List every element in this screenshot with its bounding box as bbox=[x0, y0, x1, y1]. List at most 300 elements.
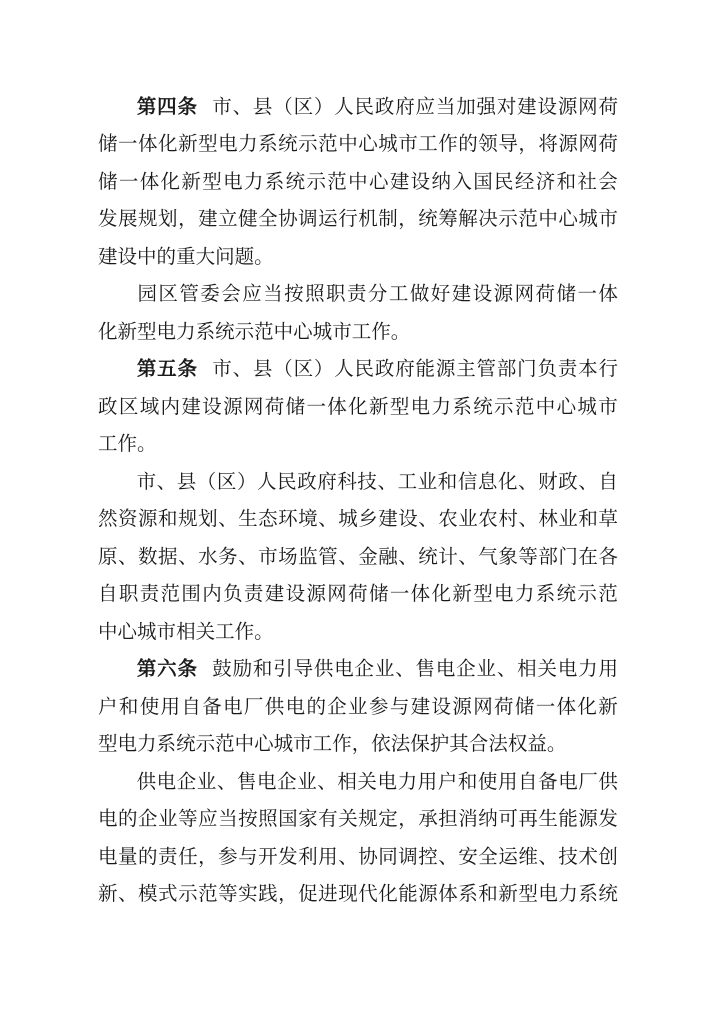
char: 市 bbox=[258, 545, 278, 568]
char: 型 bbox=[202, 170, 222, 193]
char: 作 bbox=[234, 620, 255, 643]
char: 系 bbox=[452, 395, 472, 418]
char: 责 bbox=[243, 583, 264, 606]
char: 建 bbox=[98, 245, 118, 268]
char: 负 bbox=[537, 358, 558, 381]
char: 、 bbox=[418, 508, 438, 531]
char: 的 bbox=[306, 695, 326, 718]
char: 新 bbox=[452, 583, 472, 606]
char: 境 bbox=[298, 508, 318, 531]
char: 益 bbox=[527, 733, 547, 756]
char: 源 bbox=[578, 808, 598, 831]
char: 建 bbox=[517, 95, 537, 118]
char: 会 bbox=[598, 170, 618, 193]
char: 五 bbox=[157, 358, 177, 381]
char: 大 bbox=[195, 245, 216, 268]
char: 和 bbox=[556, 170, 577, 193]
char: 鼓 bbox=[212, 658, 232, 681]
char: 护 bbox=[429, 733, 450, 756]
char: 源 bbox=[493, 283, 514, 306]
char: 入 bbox=[452, 170, 472, 193]
char: 化 bbox=[378, 883, 398, 906]
char: 、 bbox=[317, 770, 337, 793]
char: 职 bbox=[118, 583, 139, 606]
char: 融 bbox=[378, 545, 398, 568]
char: 工 bbox=[98, 433, 118, 456]
char: 统 bbox=[598, 883, 618, 906]
char: 网 bbox=[243, 395, 264, 418]
char: 立 bbox=[218, 208, 238, 231]
char: 新 bbox=[498, 883, 518, 906]
char: 一 bbox=[118, 170, 139, 193]
char: 践 bbox=[258, 883, 278, 906]
char: 工 bbox=[351, 320, 372, 343]
char: 源 bbox=[557, 95, 578, 118]
char: 做 bbox=[409, 283, 430, 306]
char: 储 bbox=[514, 695, 535, 718]
char: 内 bbox=[202, 583, 222, 606]
char: 业 bbox=[476, 658, 497, 681]
char: 电 bbox=[156, 770, 177, 793]
char: 荷 bbox=[348, 583, 368, 606]
char: 供 bbox=[313, 658, 334, 681]
char: 城 bbox=[578, 208, 598, 231]
char: 相 bbox=[517, 658, 537, 681]
char: 化 bbox=[431, 583, 452, 606]
char: 关 bbox=[338, 808, 358, 831]
char: 农 bbox=[438, 508, 458, 531]
char: 区 bbox=[293, 358, 314, 381]
char: 民 bbox=[494, 170, 514, 193]
char: 电 bbox=[223, 695, 243, 718]
char: 相 bbox=[176, 620, 196, 643]
char: 实 bbox=[238, 883, 258, 906]
char: 府 bbox=[395, 95, 415, 118]
char: 体 bbox=[556, 695, 577, 718]
char: 设 bbox=[398, 508, 418, 531]
char: 能 bbox=[415, 358, 436, 381]
text-line bbox=[98, 199, 618, 237]
char: 新 bbox=[598, 695, 618, 718]
char: 水 bbox=[198, 545, 218, 568]
char: 导 bbox=[498, 133, 518, 156]
char: ， bbox=[398, 208, 418, 231]
char: 、 bbox=[118, 545, 138, 568]
char: 供 bbox=[136, 770, 157, 793]
char: 。 bbox=[254, 245, 274, 268]
text-line bbox=[98, 649, 618, 687]
char: 本 bbox=[578, 358, 598, 381]
char: 工 bbox=[418, 133, 438, 156]
char: 题 bbox=[234, 245, 255, 268]
char: 村 bbox=[498, 508, 518, 531]
char: 控 bbox=[418, 845, 438, 868]
char: 源 bbox=[558, 133, 578, 156]
char: 电 bbox=[223, 170, 243, 193]
char: 新 bbox=[178, 133, 198, 156]
char: 企 bbox=[327, 695, 347, 718]
char: 协 bbox=[358, 845, 378, 868]
text-line bbox=[98, 161, 618, 199]
char: 和 bbox=[118, 695, 139, 718]
char: 中 bbox=[535, 395, 556, 418]
char: 应 bbox=[415, 95, 436, 118]
char: 维 bbox=[518, 845, 538, 868]
text-line bbox=[98, 499, 618, 537]
char: 能 bbox=[398, 883, 418, 906]
char: 型 bbox=[137, 320, 157, 343]
paragraph-article-6 bbox=[98, 649, 618, 762]
char: 统 bbox=[418, 208, 438, 231]
char: 职 bbox=[326, 283, 346, 306]
char: 强 bbox=[476, 95, 497, 118]
char: 、 bbox=[518, 470, 538, 493]
char: 中 bbox=[137, 245, 157, 268]
char: 荷 bbox=[598, 95, 618, 118]
char: 、 bbox=[318, 508, 338, 531]
char: 纳 bbox=[478, 808, 498, 831]
char: 行 bbox=[338, 208, 358, 231]
char: 范 bbox=[598, 583, 618, 606]
char: 统 bbox=[176, 733, 196, 756]
char: 和 bbox=[437, 470, 458, 493]
char: 系 bbox=[258, 133, 278, 156]
char: 心 bbox=[358, 133, 378, 156]
char: 和 bbox=[158, 508, 178, 531]
char: 合 bbox=[468, 733, 489, 756]
char: 人 bbox=[257, 470, 277, 493]
char: 运 bbox=[318, 208, 338, 231]
char: 人 bbox=[334, 95, 354, 118]
char: 力 bbox=[558, 883, 578, 906]
char: 示 bbox=[577, 583, 597, 606]
char: 化 bbox=[497, 470, 518, 493]
char: 好 bbox=[430, 283, 451, 306]
char: 关 bbox=[357, 770, 377, 793]
char: 市 bbox=[293, 733, 313, 756]
char: 同 bbox=[378, 845, 398, 868]
char: （ bbox=[196, 470, 217, 493]
char: 责 bbox=[158, 845, 178, 868]
char: 农 bbox=[478, 508, 498, 531]
char: 源 bbox=[418, 883, 438, 906]
char: 系 bbox=[458, 883, 478, 906]
char: 规 bbox=[358, 808, 378, 831]
char: ， bbox=[198, 845, 218, 868]
char: 电 bbox=[285, 695, 306, 718]
char: 电 bbox=[334, 658, 354, 681]
char: 、 bbox=[438, 845, 458, 868]
char: 电 bbox=[410, 395, 431, 418]
char: 规 bbox=[178, 508, 198, 531]
char: 系 bbox=[535, 583, 556, 606]
char: 问 bbox=[215, 245, 235, 268]
char: 城 bbox=[577, 395, 597, 418]
char: 化 bbox=[577, 695, 597, 718]
char: 式 bbox=[158, 883, 178, 906]
char: 调 bbox=[398, 845, 418, 868]
char: 照 bbox=[258, 808, 278, 831]
char: 储 bbox=[98, 133, 118, 156]
char: ， bbox=[351, 733, 372, 756]
char: 将 bbox=[538, 133, 558, 156]
char: 统 bbox=[473, 395, 493, 418]
char: 其 bbox=[449, 733, 469, 756]
char: 科 bbox=[337, 470, 357, 493]
char: 建 bbox=[451, 283, 472, 306]
char: 一 bbox=[118, 133, 138, 156]
char: 化 bbox=[98, 320, 118, 343]
char: 电 bbox=[218, 133, 238, 156]
char: 企 bbox=[456, 658, 476, 681]
char: 金 bbox=[358, 545, 378, 568]
char: 有 bbox=[318, 808, 338, 831]
text-line bbox=[98, 836, 618, 874]
char: 型 bbox=[473, 583, 493, 606]
char: 模 bbox=[138, 883, 158, 906]
char: 人 bbox=[334, 358, 354, 381]
char: 对 bbox=[496, 95, 517, 118]
char: 政 bbox=[98, 395, 118, 418]
char: 协 bbox=[278, 208, 298, 231]
char: 城 bbox=[338, 508, 358, 531]
char: 和 bbox=[578, 508, 598, 531]
char: 示 bbox=[234, 320, 255, 343]
char: 领 bbox=[478, 133, 498, 156]
char: 新 bbox=[98, 883, 118, 906]
char: 按 bbox=[284, 283, 304, 306]
char: 、 bbox=[156, 470, 177, 493]
char: 业 bbox=[417, 470, 438, 493]
char: 引 bbox=[273, 658, 293, 681]
char: 机 bbox=[358, 208, 378, 231]
char: 示 bbox=[306, 170, 326, 193]
char: 区 bbox=[118, 395, 139, 418]
char: 系 bbox=[264, 170, 285, 193]
char: 建 bbox=[410, 695, 431, 718]
char: 和 bbox=[478, 883, 498, 906]
text-line bbox=[98, 874, 618, 912]
char: 、 bbox=[232, 95, 253, 118]
char: ， bbox=[398, 808, 418, 831]
char: 草 bbox=[598, 508, 618, 531]
char: 导 bbox=[293, 658, 314, 681]
char: 企 bbox=[176, 770, 197, 793]
char: 力 bbox=[397, 770, 418, 793]
char: 示 bbox=[195, 733, 216, 756]
char: 中 bbox=[348, 170, 368, 193]
char: 。 bbox=[390, 320, 411, 343]
char: 条 bbox=[177, 95, 197, 118]
char: 政 bbox=[374, 358, 395, 381]
char: 源 bbox=[306, 583, 326, 606]
char: 荷 bbox=[264, 395, 285, 418]
char: 、 bbox=[216, 770, 237, 793]
char: 建 bbox=[264, 583, 285, 606]
char: 自 bbox=[598, 470, 618, 493]
char: 开 bbox=[258, 845, 278, 868]
char: 示 bbox=[494, 395, 514, 418]
char: 区 bbox=[216, 470, 237, 493]
char: 储 bbox=[98, 170, 118, 193]
char: 设 bbox=[202, 395, 222, 418]
text-line bbox=[98, 311, 618, 349]
char: 中 bbox=[538, 208, 558, 231]
char: 参 bbox=[368, 695, 389, 718]
char: 四 bbox=[157, 95, 177, 118]
char: 创 bbox=[598, 845, 618, 868]
char: 网 bbox=[473, 695, 493, 718]
char: 安 bbox=[458, 845, 478, 868]
char: 政 bbox=[297, 470, 317, 493]
char: 一 bbox=[306, 395, 326, 418]
char: 与 bbox=[389, 695, 410, 718]
char: 解 bbox=[458, 208, 478, 231]
char: 市 bbox=[332, 320, 352, 343]
char: 府 bbox=[317, 470, 337, 493]
char: 户 bbox=[98, 695, 118, 718]
char: 、 bbox=[458, 545, 478, 568]
char: 作 bbox=[371, 320, 391, 343]
char: 电 bbox=[377, 770, 398, 793]
char: 力 bbox=[431, 395, 452, 418]
char: 用 bbox=[318, 845, 338, 868]
char: 、 bbox=[178, 545, 198, 568]
char: 经 bbox=[514, 170, 535, 193]
char: 、 bbox=[238, 545, 258, 568]
char: 企 bbox=[354, 658, 375, 681]
char: 担 bbox=[438, 808, 458, 831]
char: 计 bbox=[438, 545, 458, 568]
char: 县 bbox=[252, 358, 273, 381]
char: 化 bbox=[158, 133, 178, 156]
char: 使 bbox=[139, 695, 160, 718]
char: 体 bbox=[598, 283, 618, 306]
char: 和 bbox=[252, 658, 273, 681]
char: 、 bbox=[538, 845, 558, 868]
char: 济 bbox=[535, 170, 556, 193]
char: 筹 bbox=[438, 208, 458, 231]
char: 设 bbox=[285, 583, 306, 606]
char: 民 bbox=[277, 470, 297, 493]
text-line bbox=[98, 424, 618, 462]
char: 供 bbox=[598, 770, 618, 793]
char: 心 bbox=[254, 733, 274, 756]
char: 售 bbox=[236, 770, 257, 793]
char: 厂 bbox=[243, 695, 264, 718]
char: 网 bbox=[578, 95, 598, 118]
char: 力 bbox=[514, 583, 535, 606]
char: 的 bbox=[118, 808, 138, 831]
char: 参 bbox=[218, 845, 238, 868]
text-line bbox=[98, 574, 618, 612]
paragraph-article-6-para-2 bbox=[98, 761, 618, 911]
char: 电 bbox=[257, 770, 277, 793]
char: 市 bbox=[212, 95, 232, 118]
char: 促 bbox=[298, 883, 318, 906]
char: 网 bbox=[327, 583, 347, 606]
char: 建 bbox=[378, 508, 398, 531]
char: 纳 bbox=[431, 170, 452, 193]
char: 企 bbox=[138, 808, 158, 831]
char: 售 bbox=[415, 658, 436, 681]
char: 法 bbox=[488, 733, 508, 756]
char: 体 bbox=[410, 583, 431, 606]
char: 域 bbox=[139, 395, 160, 418]
char: 在 bbox=[578, 545, 598, 568]
char: 展 bbox=[118, 208, 138, 231]
char: 备 bbox=[202, 695, 222, 718]
char: 业 bbox=[348, 695, 368, 718]
text-line bbox=[98, 611, 618, 649]
char: 据 bbox=[158, 545, 178, 568]
char: 业 bbox=[196, 770, 217, 793]
char: 区 bbox=[158, 283, 178, 306]
char: 储 bbox=[556, 283, 577, 306]
char: 信 bbox=[457, 470, 478, 493]
char: 业 bbox=[374, 658, 395, 681]
char: 示 bbox=[298, 133, 318, 156]
char: 象 bbox=[498, 545, 518, 568]
char: 电 bbox=[435, 658, 456, 681]
char: 民 bbox=[354, 358, 375, 381]
char: 现 bbox=[338, 883, 358, 906]
char: 市 bbox=[156, 620, 177, 643]
char: 发 bbox=[98, 208, 118, 231]
char: 第 bbox=[136, 95, 157, 118]
char: ） bbox=[236, 470, 257, 493]
char: 承 bbox=[418, 808, 438, 831]
char: 业 bbox=[458, 508, 478, 531]
document-body bbox=[98, 86, 618, 911]
char: 务 bbox=[218, 545, 238, 568]
char: （ bbox=[273, 358, 293, 381]
char: 源 bbox=[435, 358, 456, 381]
text-line bbox=[98, 799, 618, 837]
char: 业 bbox=[158, 808, 178, 831]
char: 责 bbox=[139, 583, 160, 606]
char: 电 bbox=[156, 320, 177, 343]
char: 法 bbox=[390, 733, 411, 756]
char: 体 bbox=[327, 395, 347, 418]
char: 范 bbox=[318, 133, 338, 156]
char: 中 bbox=[273, 320, 294, 343]
text-line bbox=[98, 461, 618, 499]
char: 工 bbox=[215, 620, 235, 643]
char: 设 bbox=[537, 95, 558, 118]
char: 供 bbox=[264, 695, 285, 718]
char: 新 bbox=[368, 395, 389, 418]
char: 化 bbox=[160, 170, 181, 193]
char: 电 bbox=[558, 770, 578, 793]
char: 工 bbox=[397, 470, 418, 493]
char: 等 bbox=[518, 545, 538, 568]
char: 建 bbox=[181, 395, 201, 418]
char: 源 bbox=[452, 695, 472, 718]
char: 、 bbox=[395, 658, 415, 681]
char: 范 bbox=[160, 583, 181, 606]
char: 权 bbox=[507, 733, 528, 756]
char: 力 bbox=[137, 733, 157, 756]
char: 林 bbox=[538, 508, 558, 531]
char: 社 bbox=[577, 170, 597, 193]
char: 新 bbox=[117, 320, 138, 343]
char: 用 bbox=[417, 770, 438, 793]
char: 分 bbox=[367, 283, 388, 306]
char: 行 bbox=[598, 358, 618, 381]
char: 荷 bbox=[598, 133, 618, 156]
char: ） bbox=[313, 358, 334, 381]
